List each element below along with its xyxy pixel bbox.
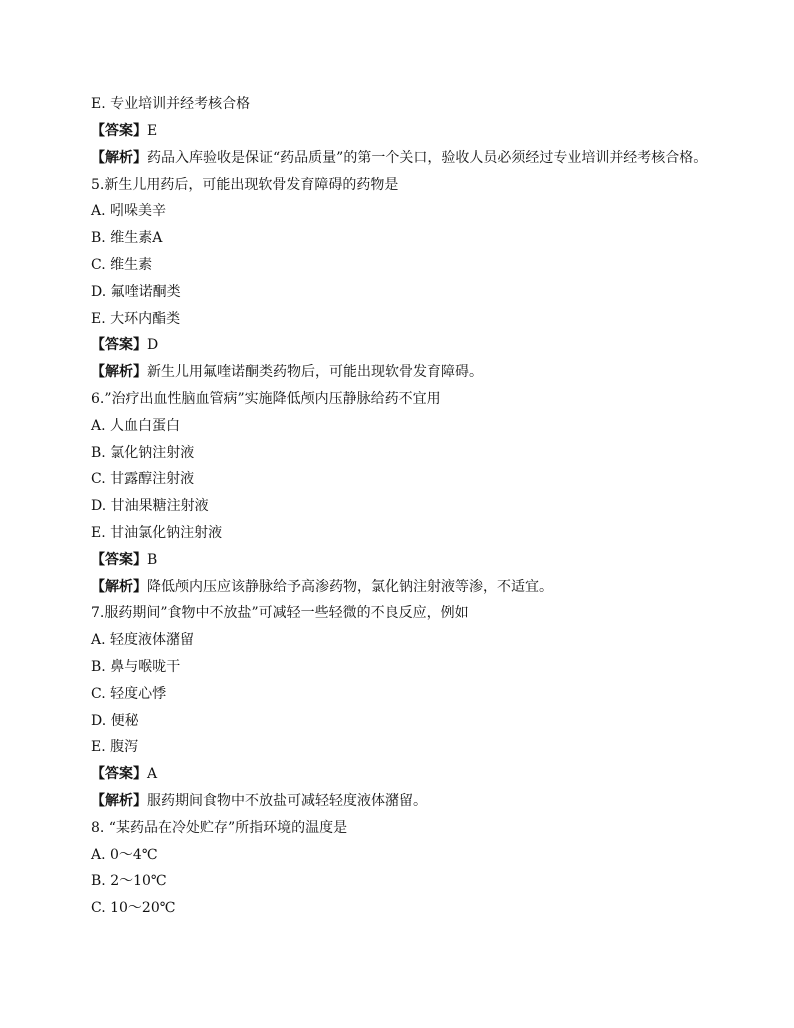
answer-value: A bbox=[147, 766, 158, 783]
answer-line bbox=[91, 761, 711, 788]
option-line: C. 维生素 bbox=[91, 256, 153, 273]
option-line: B. 2～10℃ bbox=[91, 873, 167, 890]
option-line: D. 氟喹诺酮类 bbox=[91, 283, 181, 300]
option-line: E. 腹泻 bbox=[91, 739, 139, 756]
analysis-paragraph bbox=[91, 145, 711, 172]
answer-value: E bbox=[147, 122, 158, 139]
question-line: 7.服药期间”食物中不放盐”可减轻一些轻微的不良反应，例如 bbox=[91, 605, 469, 622]
option-line: B. 氯化钠注射液 bbox=[91, 444, 195, 461]
answer-line bbox=[91, 118, 711, 145]
document-page bbox=[91, 91, 711, 922]
question-line: 8. “某药品在冷处贮存”所指环境的温度是 bbox=[91, 819, 348, 836]
option-line: E. 大环内酯类 bbox=[91, 310, 181, 327]
option-line: C. 10～20℃ bbox=[91, 900, 176, 917]
option-line: E. 专业培训并经考核合格 bbox=[91, 96, 251, 112]
question-line: 5.新生儿用药后，可能出现软骨发育障碍的药物是 bbox=[91, 176, 399, 193]
option-line: D. 便秘 bbox=[91, 712, 139, 729]
analysis-text: 降低颅内压应该静脉给予高渗药物，氯化钠注射液等渗，不适宜。 bbox=[147, 578, 553, 595]
option-line: E. 甘油氯化钠注射液 bbox=[91, 524, 223, 541]
analysis-line bbox=[91, 574, 711, 601]
answer-value: B bbox=[147, 551, 158, 568]
answer-tag: 【答案】 bbox=[91, 337, 147, 354]
analysis-tag: 【解析】 bbox=[91, 364, 147, 381]
analysis-tag: 【解析】 bbox=[91, 578, 147, 595]
option-line: A. 0～4℃ bbox=[91, 846, 158, 863]
option-line: C. 甘露醇注射液 bbox=[91, 471, 195, 488]
answer-line bbox=[91, 547, 711, 574]
option-line: B. 维生素A bbox=[91, 230, 163, 247]
answer-line bbox=[91, 332, 711, 359]
option-line: B. 鼻与喉咙干 bbox=[91, 658, 181, 675]
option-line: A. 轻度液体潴留 bbox=[91, 632, 195, 649]
analysis-tag: 【解析】 bbox=[91, 149, 147, 166]
analysis-text: 药品入库验收是保证“药品质量”的第一个关口，验收人员必须经过专业培训并经考核合格。 bbox=[147, 149, 708, 166]
question-line: 6.”治疗出血性脑血管病”实施降低颅内压静脉给药不宜用 bbox=[91, 390, 441, 407]
analysis-tag: 【解析】 bbox=[91, 792, 147, 809]
analysis-text: 服药期间食物中不放盐可减轻轻度液体潴留。 bbox=[147, 792, 427, 809]
option-line: C. 轻度心悸 bbox=[91, 685, 167, 702]
analysis-text: 新生儿用氟喹诺酮类药物后，可能出现软骨发育障碍。 bbox=[147, 364, 483, 381]
answer-value: D bbox=[147, 337, 159, 354]
answer-tag: 【答案】 bbox=[91, 122, 147, 139]
analysis-line bbox=[91, 359, 711, 386]
answer-tag: 【答案】 bbox=[91, 766, 147, 783]
option-line: A. 人血白蛋白 bbox=[91, 417, 181, 434]
answer-tag: 【答案】 bbox=[91, 551, 147, 568]
option-line: A. 吲哚美辛 bbox=[91, 203, 167, 220]
analysis-line bbox=[91, 788, 711, 815]
option-line: D. 甘油果糖注射液 bbox=[91, 498, 209, 515]
